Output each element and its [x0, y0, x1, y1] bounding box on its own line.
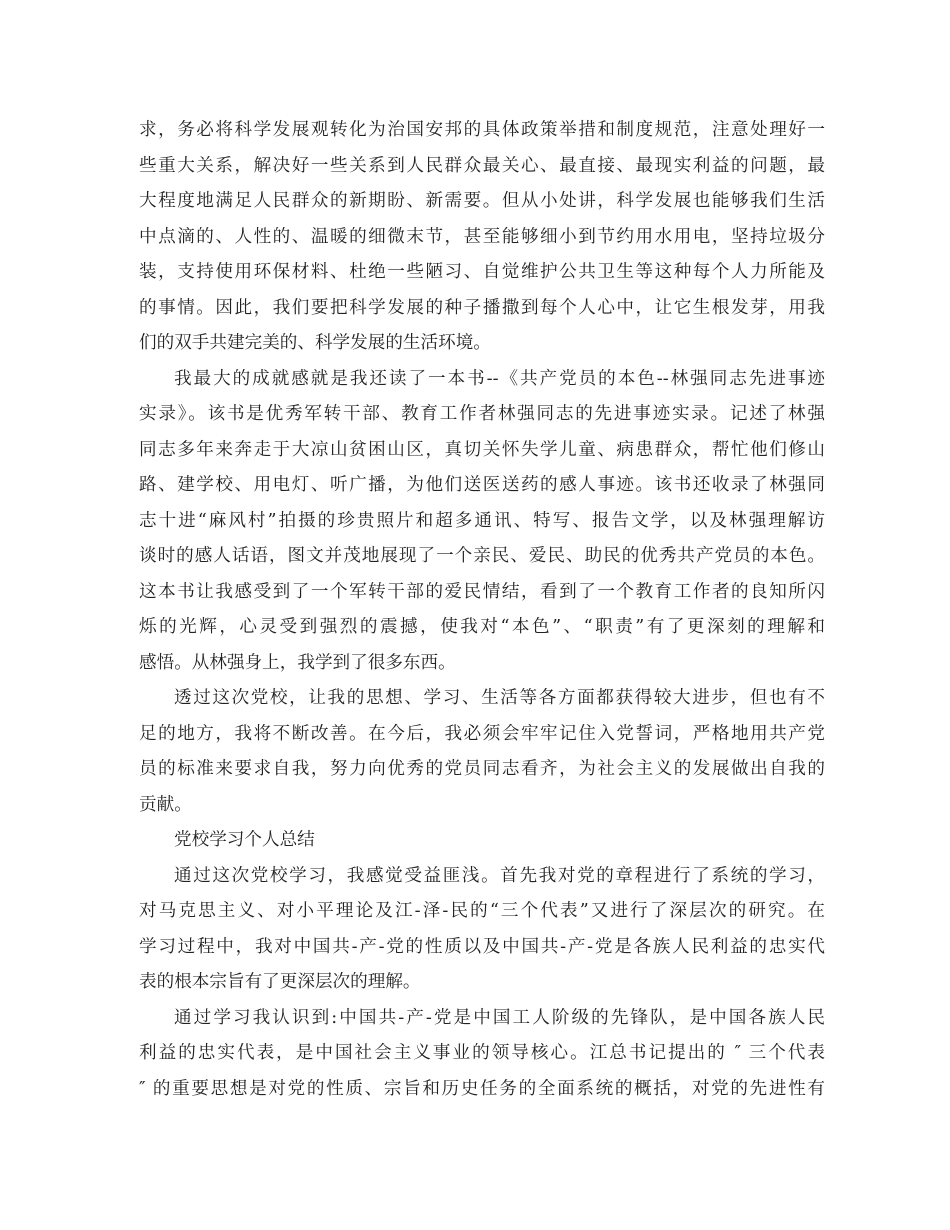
text-line: 实录》。该书是优秀军转干部、教育工作者林强同志的先进事迹实录。记述了林强: [139, 404, 825, 424]
text-line: 员的标准来要求自我，努力向优秀的党员同志看齐，为社会主义的发展做出自我的: [139, 759, 825, 779]
text-line: 表的根本宗旨有了更深层次的理解。: [139, 972, 421, 992]
text-line: 求，务必将科学发展观转化为治国安邦的具体政策举措和制度规范，注意处理好一: [139, 120, 825, 140]
text-line: 足的地方，我将不断改善。在今后，我必须会牢牢记住入党誓词，严格地用共产党: [139, 723, 825, 744]
text-line: 们的双手共建完美的、科学发展的生活环境。: [139, 333, 491, 353]
text-line: 志十进“麻风村”拍摄的珍贵照片和超多通讯、特写、报告文学，以及林强理解访: [139, 510, 825, 531]
text-line: 对马克思主义、对小平理论及江-泽-民的“三个代表”又进行了深层次的研究。在: [139, 901, 825, 921]
text-line: 我最大的成就感就是我还读了一本书--《共产党员的本色--林强同志先进事迹: [174, 368, 825, 389]
text-line: 烁的光辉，心灵受到强烈的震撼，使我对“本色”、“职责”有了更深刻的理解和: [139, 617, 825, 637]
text-line: 贡献。: [139, 794, 192, 815]
text-line: 同志多年来奔走于大凉山贫困山区，真切关怀失学儿童、病患群众，帮忙他们修山: [139, 439, 825, 460]
text-line: 谈时的感人话语，图文并茂地展现了一个亲民、爱民、助民的优秀共产党员的本色。: [139, 546, 825, 566]
text-line: 党校学习个人总结: [174, 830, 315, 850]
text-line: 感悟。从林强身上，我学到了很多东西。: [139, 652, 456, 673]
text-line: 利益的忠实代表，是中国社会主义事业的领导核心。江总书记提出的 ″ 三个代表: [139, 1043, 825, 1063]
text-line: 通过学习我认识到:中国共-产-党是中国工人阶级的先锋队，是中国各族人民: [174, 1007, 825, 1028]
text-line: 通过这次党校学习，我感觉受益匪浅。首先我对党的章程进行了系统的学习，: [174, 865, 825, 886]
text-line: 些重大关系，解决好一些关系到人民群众最关心、最直接、最现实利益的问题，最: [139, 155, 825, 176]
text-line: 透过这次党校，让我的思想、学习、生活等各方面都获得较大进步，但也有不: [174, 688, 825, 708]
text-line: 的事情。因此，我们要把科学发展的种子播撒到每个人心中，让它生根发芽，用我: [139, 297, 825, 318]
text-line: 装，支持使用环保材料、杜绝一些陋习、自觉维护公共卫生等这种每个人力所能及: [139, 262, 825, 282]
text-line: 路、建学校、用电灯、听广播，为他们送医送药的感人事迹。该书还收录了林强同: [139, 475, 825, 495]
text-line: 中点滴的、人性的、温暖的细微末节，甚至能够细小到节约用水用电，坚持垃圾分: [139, 226, 825, 247]
text-line: 这本书让我感受到了一个军转干部的爱民情结，看到了一个教育工作者的良知所闪: [139, 581, 825, 602]
text-line: 学习过程中，我对中国共-产-党的性质以及中国共-产-党是各族人民利益的忠实代: [139, 936, 825, 957]
text-line: 大程度地满足人民群众的新期盼、新需要。但从小处讲，科学发展也能够我们生活: [139, 191, 825, 211]
document-body: [139, 113, 825, 1107]
text-line: ″ 的重要思想是对党的性质、宗旨和历史任务的全面系统的概括，对党的先进性有: [139, 1078, 825, 1099]
